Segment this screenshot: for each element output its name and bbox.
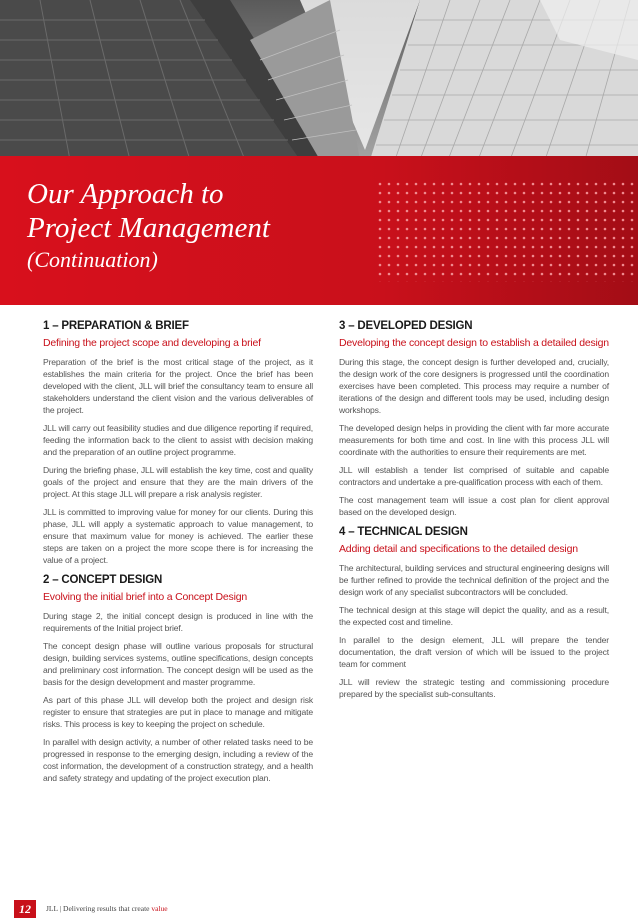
page-title-line-1: Our Approach to: [27, 178, 224, 210]
section-preparation-brief: [43, 320, 313, 566]
footer-text: JLL | Delivering results that create: [46, 904, 152, 913]
paragraph: The architectural, building services and structural engineering designs will be further refined to provide the technical definition of the project and the design work of any specialist subcontractors will be concluded.: [339, 563, 609, 597]
dot-pattern-decoration: [378, 182, 638, 282]
page-title: [27, 177, 270, 245]
section-subheading: Evolving the initial brief into a Concept Design: [43, 591, 248, 603]
footer-tagline: [46, 904, 168, 913]
section-heading: 4 – TECHNICAL DESIGN: [339, 526, 468, 538]
paragraph: The developed design helps in providing the client with far more accurate measurements for both time and cost. In line with this process JLL will coordinate with the authorities to ensure their requirements are met.: [339, 423, 609, 457]
section-developed-design: [339, 320, 609, 518]
paragraph: The cost management team will issue a cost plan for client approval based on the developed design.: [339, 495, 609, 517]
paragraph: JLL will establish a tender list comprised of suitable and capable contractors and undertake a pre-qualification process with each of them.: [339, 465, 609, 487]
paragraph: Preparation of the brief is the most critical stage of the project, as it establishes the main criteria for the project. Once the brief has been developed with the client, JLL will brief the consultancy team to ensure all stakeholders understand the client vision and the various deliverables of the project.: [43, 357, 313, 415]
section-technical-design: [339, 526, 609, 700]
paragraph: JLL will review the strategic testing and commissioning procedure prepared by the specialist sub-consultants.: [339, 677, 609, 699]
paragraph: The technical design at this stage will depict the quality, and as a result, the expected cost and timeline.: [339, 605, 609, 627]
paragraph: JLL is committed to improving value for money for our clients. During this phase, JLL will apply a systematic approach to value management, to ensure that maximum value for money is achieved. The earlier these steps are taken on a project the more scope there is for increasing the value of a project.: [43, 507, 313, 565]
section-subheading: Adding detail and specifications to the detailed design: [339, 543, 578, 555]
section-heading: 1 – PREPARATION & BRIEF: [43, 320, 189, 332]
paragraph: During this stage, the concept design is further developed and, crucially, the design work of the core designers is progressed until the coordination exercises have been completed. This process may require a number of iterations of the design and different tools may be used, including design workshops.: [339, 357, 609, 415]
paragraph: In parallel with design activity, a number of other related tasks need to be progressed in response to the emerging design, including a review of the cost information, the development of a construction strategy, and a health and safety strategy and updating of the project execution plan.: [43, 737, 313, 783]
page-number: 12: [14, 900, 36, 918]
page-title-line-2: Project Management: [27, 212, 270, 244]
left-column: [43, 320, 313, 792]
right-column: [339, 320, 609, 708]
paragraph: During the briefing phase, JLL will establish the key time, cost and quality goals of the project and ensure that they are the main drivers of the project. At this stage JLL will prepare a risk analysis register.: [43, 465, 313, 499]
footer-accent-text: value: [151, 904, 168, 913]
section-subheading: Defining the project scope and developing a brief: [43, 337, 261, 349]
paragraph: During stage 2, the initial concept design is produced in line with the requirements of the Initial project brief.: [43, 611, 313, 633]
section-heading: 3 – DEVELOPED DESIGN: [339, 320, 473, 332]
paragraph: As part of this phase JLL will develop both the project and design risk register to ensure that strategies are put in place to manage and mitigate risks. This process is key to keeping the project on schedule.: [43, 695, 313, 729]
section-concept-design: [43, 574, 313, 784]
section-subheading: Developing the concept design to establish a detailed design: [339, 337, 609, 349]
page-subtitle: (Continuation): [27, 247, 158, 272]
paragraph: The concept design phase will outline various proposals for structural design, building services systems, outline specifications, design concepts and preliminary cost information. The concept design will be used as the basis for the design development and master programme.: [43, 641, 313, 687]
paragraph: In parallel to the design element, JLL will prepare the tender documentation, the draft version of which will be issued to the project team for comment: [339, 635, 609, 669]
section-heading: 2 – CONCEPT DESIGN: [43, 574, 163, 586]
paragraph: JLL will carry out feasibility studies and due diligence reporting if required, feeding the information back to the client to assist with decision making and the preparation of an outline project programme.: [43, 423, 313, 457]
